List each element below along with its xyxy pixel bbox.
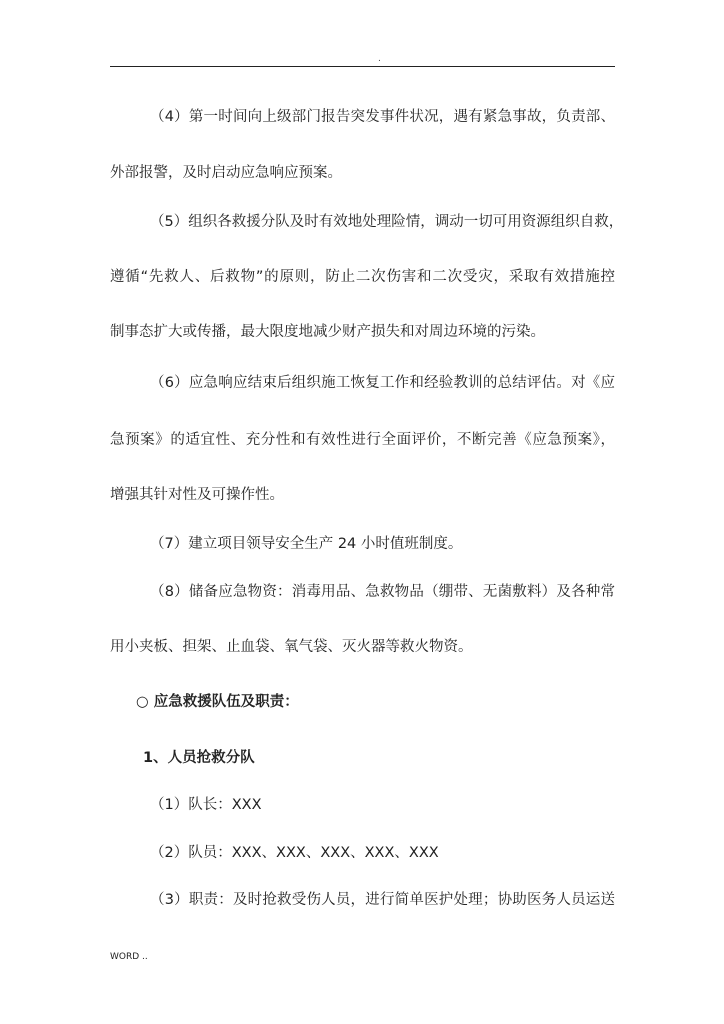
- paragraph-5-line-1: （5）组织各救援分队及时有效地处理险情，调动一切可用资源组织自救，: [150, 214, 624, 230]
- paragraph-8-line-1: （8）储备应急物资：消毒用品、急救物品（绷带、无菌敷料）及各种常: [150, 584, 615, 600]
- paragraph-5-line-3: 制事态扩大或传播，最大限度地减少财产损失和对周边环境的污染。: [110, 324, 545, 340]
- paragraph-5-line-2: 遵循“先救人、后救物”的原则，防止二次伤害和二次受灾，采取有效措施控: [110, 269, 615, 285]
- paragraph-4-line-2: 外部报警，及时启动应急响应预案。: [110, 165, 342, 181]
- subsection-heading: 1、人员抢救分队: [143, 750, 255, 766]
- paragraph-8-line-2: 用小夹板、担架、止血袋、氧气袋、灭火器等救火物资。: [110, 639, 473, 655]
- footer-text: WORD ..: [110, 952, 148, 962]
- header-rule: [110, 66, 615, 67]
- team-members: （2）队员：XXX、XXX、XXX、XXX、XXX: [150, 845, 439, 861]
- section-heading: ○ 应急救援队伍及职责：: [136, 694, 299, 710]
- paragraph-6-line-3: 增强其针对性及可操作性。: [110, 487, 284, 503]
- paragraph-4-line-1: （4）第一时间向上级部门报告突发事件状况，遇有紧急事故，负责部、: [150, 109, 615, 125]
- paragraph-6-line-2: 急预案》的适宜性、充分性和有效性进行全面评价，不断完善《应急预案》，: [110, 432, 615, 448]
- team-leader: （1）队长：XXX: [150, 797, 262, 813]
- paragraph-6-line-1: （6）应急响应结束后组织施工恢复工作和经验教训的总结评估。对《应: [150, 375, 615, 391]
- team-duties: （3）职责：及时抢救受伤人员，进行简单医护处理；协助医务人员运送: [150, 892, 615, 908]
- paragraph-7-line-1: （7）建立项目领导安全生产 24 小时值班制度。: [150, 536, 463, 552]
- header-mark: .: [378, 54, 381, 64]
